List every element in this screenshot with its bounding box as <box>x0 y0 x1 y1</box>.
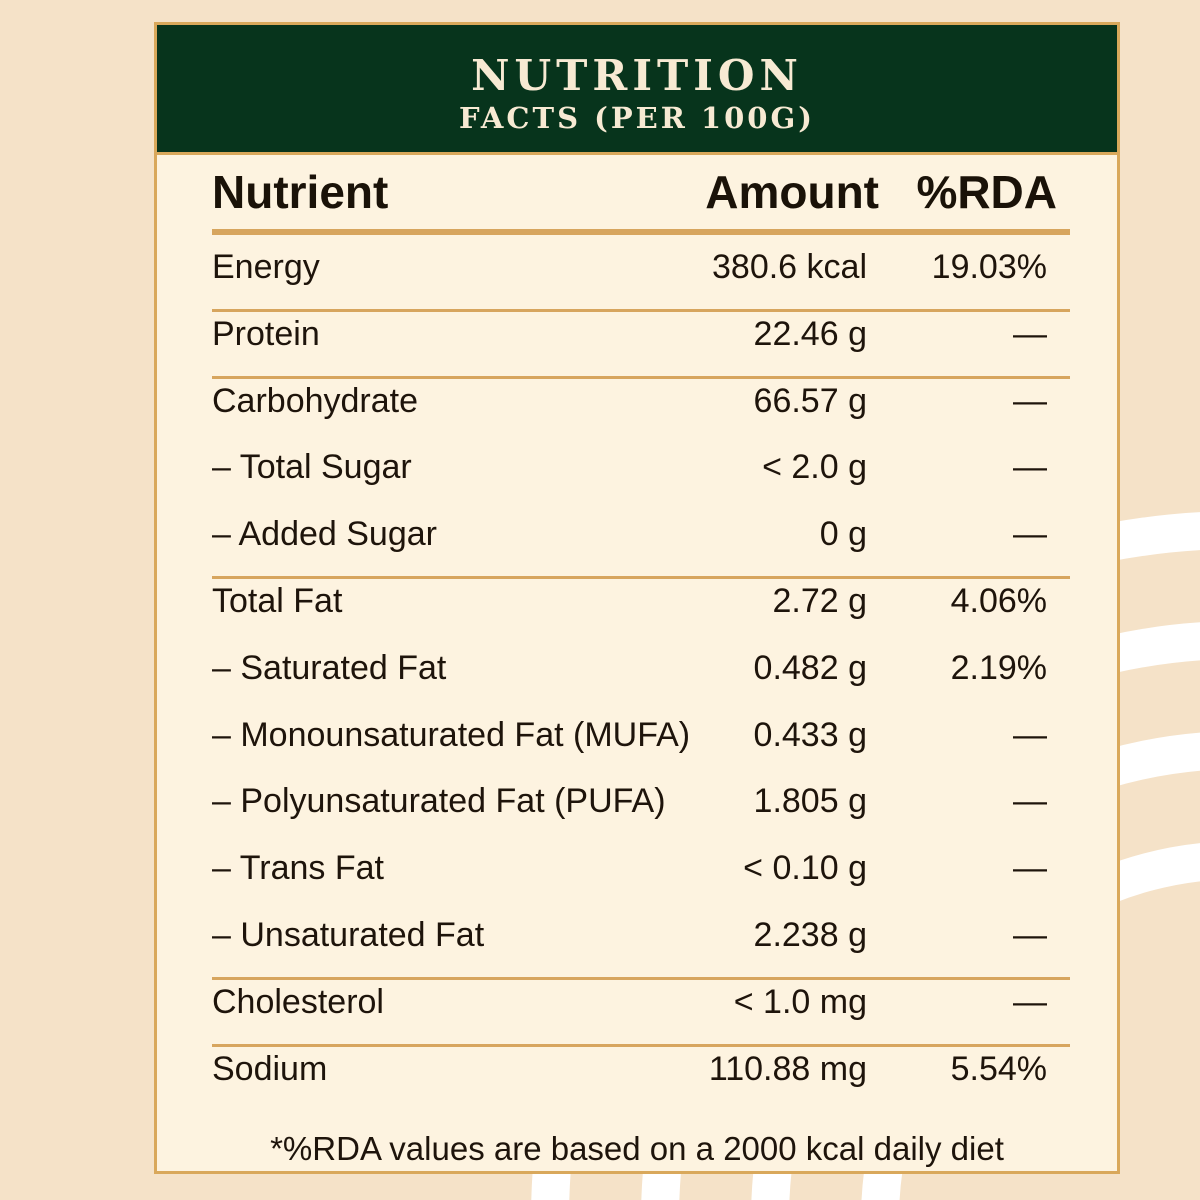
row-divider <box>212 1044 1070 1047</box>
nutrient-name: Cholesterol <box>212 982 384 1021</box>
header-subtitle: FACTS (PER 100G) <box>459 101 815 135</box>
nutrient-rda: — <box>1013 916 1047 954</box>
nutrient-name: – Polyunsaturated Fat (PUFA) <box>212 782 666 821</box>
nutrient-rda: 2.19% <box>950 648 1047 687</box>
header-divider <box>212 229 1070 235</box>
nutrient-amount: 0 g <box>819 515 867 554</box>
nutrition-header <box>157 25 1117 155</box>
header-title: NUTRITION <box>471 51 803 100</box>
nutrient-amount: 110.88 mg <box>708 1049 867 1088</box>
nutrition-facts-card <box>154 22 1120 1174</box>
nutrient-name: – Total Sugar <box>212 448 412 487</box>
rda-footnote: *%RDA values are based on a 2000 kcal daily diet <box>270 1130 1004 1167</box>
nutrient-name: Protein <box>212 314 320 353</box>
nutrient-rda: — <box>1013 782 1047 821</box>
nutrient-rda: — <box>1013 381 1047 420</box>
nutrient-name: – Unsaturated Fat <box>212 916 485 954</box>
nutrient-rda: — <box>1013 448 1047 487</box>
nutrient-name: – Added Sugar <box>212 515 437 554</box>
row-divider <box>212 376 1070 379</box>
nutrient-amount: < 2.0 g <box>762 448 867 487</box>
nutrient-name: – Trans Fat <box>212 849 384 888</box>
nutrient-amount: 66.57 g <box>753 381 867 420</box>
row-divider <box>212 309 1070 312</box>
nutrient-rda: — <box>1013 314 1047 353</box>
column-header-amount: Amount <box>705 166 879 218</box>
column-header-rda: %RDA <box>916 166 1057 218</box>
nutrient-amount: 1.805 g <box>753 782 867 821</box>
nutrient-name: – Saturated Fat <box>212 648 447 687</box>
column-header-nutrient: Nutrient <box>212 166 389 218</box>
nutrient-rda: — <box>1013 849 1047 888</box>
nutrient-rda: 5.54% <box>950 1049 1047 1088</box>
nutrient-amount: 380.6 kcal <box>712 248 867 286</box>
nutrient-amount: < 0.10 g <box>743 849 867 888</box>
nutrient-rda: 4.06% <box>950 582 1047 620</box>
nutrient-rda: 19.03% <box>931 248 1047 286</box>
nutrient-name: Sodium <box>212 1049 328 1088</box>
nutrient-amount: 0.433 g <box>753 715 867 754</box>
nutrient-name: Energy <box>212 248 320 286</box>
nutrient-amount: < 1.0 mg <box>733 982 867 1021</box>
nutrient-name: Total Fat <box>212 582 343 620</box>
row-divider <box>212 576 1070 579</box>
nutrient-name: – Monounsaturated Fat (MUFA) <box>212 715 691 754</box>
nutrient-rda: — <box>1013 715 1047 754</box>
nutrient-amount: 2.238 g <box>753 916 867 954</box>
nutrient-amount: 0.482 g <box>753 648 867 687</box>
nutrient-rda: — <box>1013 515 1047 554</box>
row-divider <box>212 977 1070 980</box>
nutrient-amount: 2.72 g <box>772 582 867 620</box>
nutrient-amount: 22.46 g <box>753 314 867 353</box>
nutrient-rda: — <box>1013 982 1047 1021</box>
nutrient-name: Carbohydrate <box>212 381 419 420</box>
